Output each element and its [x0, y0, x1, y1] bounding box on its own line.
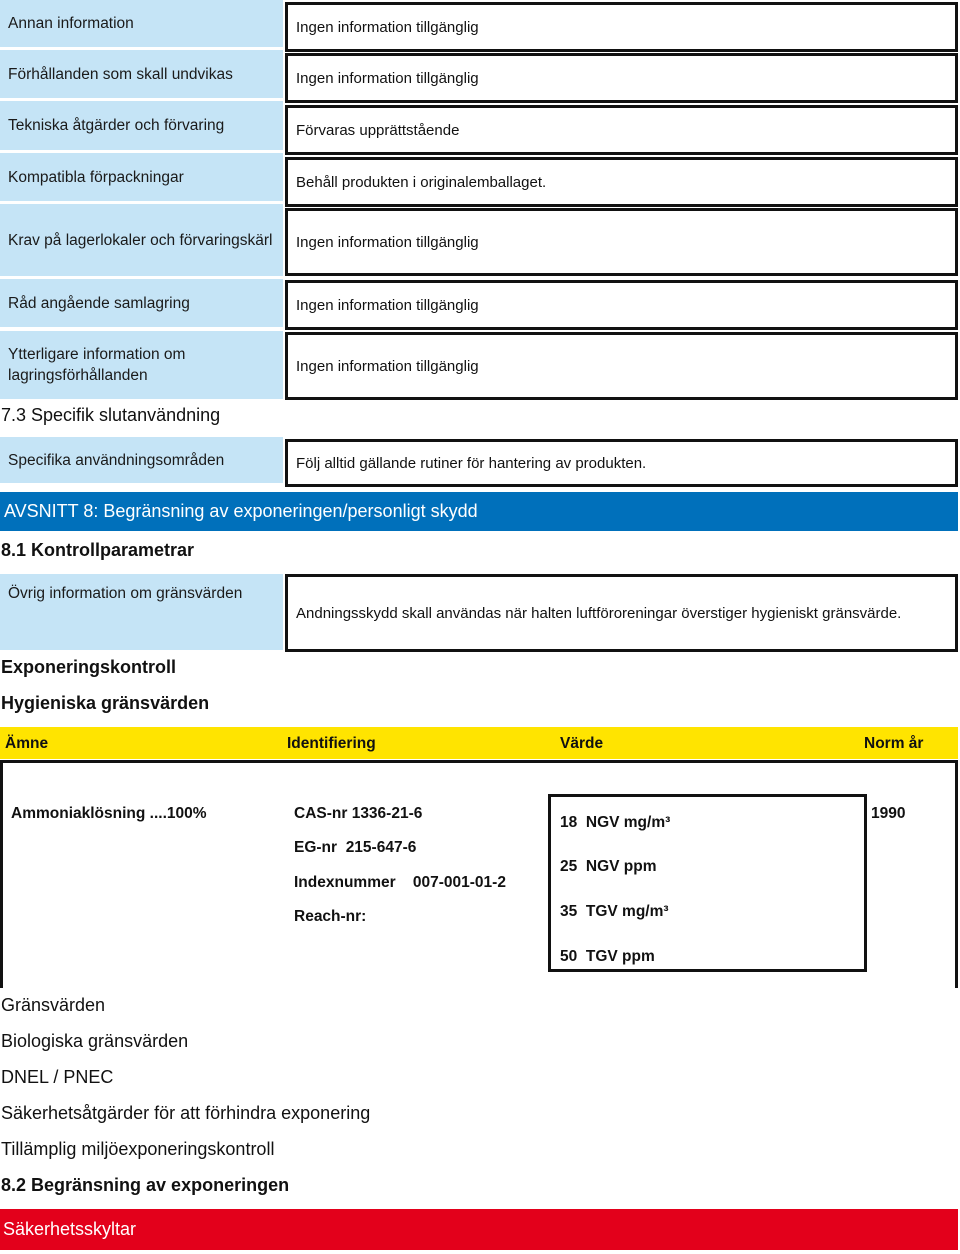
value-co-storage: Ingen information tillgänglig: [285, 280, 958, 330]
heading-8-1: 8.1 Kontrollparametrar: [1, 540, 195, 560]
label-compatible-packaging: Kompatibla förpackningar: [0, 153, 283, 201]
label-other-limit-info: Övrig information om gränsvärden: [0, 574, 283, 650]
heading-dnel-pnec: DNEL / PNEC: [1, 1067, 114, 1087]
heading-8-2: 8.2 Begränsning av exponeringen: [1, 1175, 290, 1195]
eg-number: EG-nr 215-647-6: [294, 839, 417, 856]
label-storage-requirements: Krav på lagerlokaler och förvaringskärl: [0, 204, 283, 276]
label-other-info: Annan information: [0, 0, 283, 47]
value-compatible-packaging: Behåll produkten i originalemballaget.: [285, 157, 958, 207]
reach-number: Reach-nr:: [294, 908, 367, 925]
value-other-info: Ingen information tillgänglig: [285, 2, 958, 52]
label-specific-uses: Specifika användningsområden: [0, 437, 283, 483]
header-norm-year: Norm år: [864, 735, 924, 752]
label-further-storage-info: Ytterligare information om lagringsförhållanden: [0, 331, 283, 399]
substance-name: Ammoniaklösning ....100%: [11, 805, 207, 822]
section-8-title-bar: AVSNITT 8: Begränsning av exponeringen/personligt skydd: [0, 492, 958, 531]
heading-exposure-control: Exponeringskontroll: [1, 657, 177, 677]
value-row: 18 NGV mg/m³: [560, 814, 671, 831]
heading-env-exposure: Tillämplig miljöexponeringskontroll: [1, 1139, 275, 1159]
value-row: 50 TGV ppm: [560, 948, 655, 965]
value-row: 25 NGV ppm: [560, 858, 657, 875]
heading-limit-values: Gränsvärden: [1, 995, 106, 1015]
label-technical-measures: Tekniska åtgärder och förvaring: [0, 101, 283, 150]
heading-7-3: 7.3 Specifik slutanvändning: [1, 405, 221, 425]
heading-hygienic-limits: Hygieniska gränsvärden: [1, 693, 210, 713]
value-technical-measures: Förvaras upprättstående: [285, 105, 958, 155]
value-conditions-to-avoid: Ingen information tillgänglig: [285, 53, 958, 103]
value-further-storage-info: Ingen information tillgänglig: [285, 332, 958, 400]
limits-table-header: [0, 727, 958, 759]
label-co-storage: Råd angående samlagring: [0, 279, 283, 327]
value-other-limit-info: Andningsskydd skall användas när halten luftföroreningar överstiger hygieniskt gränsvärde.: [285, 574, 958, 652]
label-conditions-to-avoid: Förhållanden som skall undvikas: [0, 50, 283, 98]
value-storage-requirements: Ingen information tillgänglig: [285, 208, 958, 276]
norm-year-value: 1990: [871, 805, 906, 822]
header-identification: Identifiering: [287, 735, 376, 752]
header-value: Värde: [560, 735, 604, 752]
header-substance: Ämne: [5, 735, 49, 752]
heading-prevent-exposure: Säkerhetsåtgärder för att förhindra exponering: [1, 1103, 371, 1123]
safety-signs-bar: Säkerhetsskyltar: [0, 1209, 958, 1250]
value-row: 35 TGV mg/m³: [560, 903, 669, 920]
value-specific-uses: Följ alltid gällande rutiner för hantering av produkten.: [285, 439, 958, 487]
index-number: Indexnummer 007-001-01-2: [294, 874, 506, 891]
heading-biological-limits: Biologiska gränsvärden: [1, 1031, 189, 1051]
cas-number: CAS-nr 1336-21-6: [294, 805, 423, 822]
